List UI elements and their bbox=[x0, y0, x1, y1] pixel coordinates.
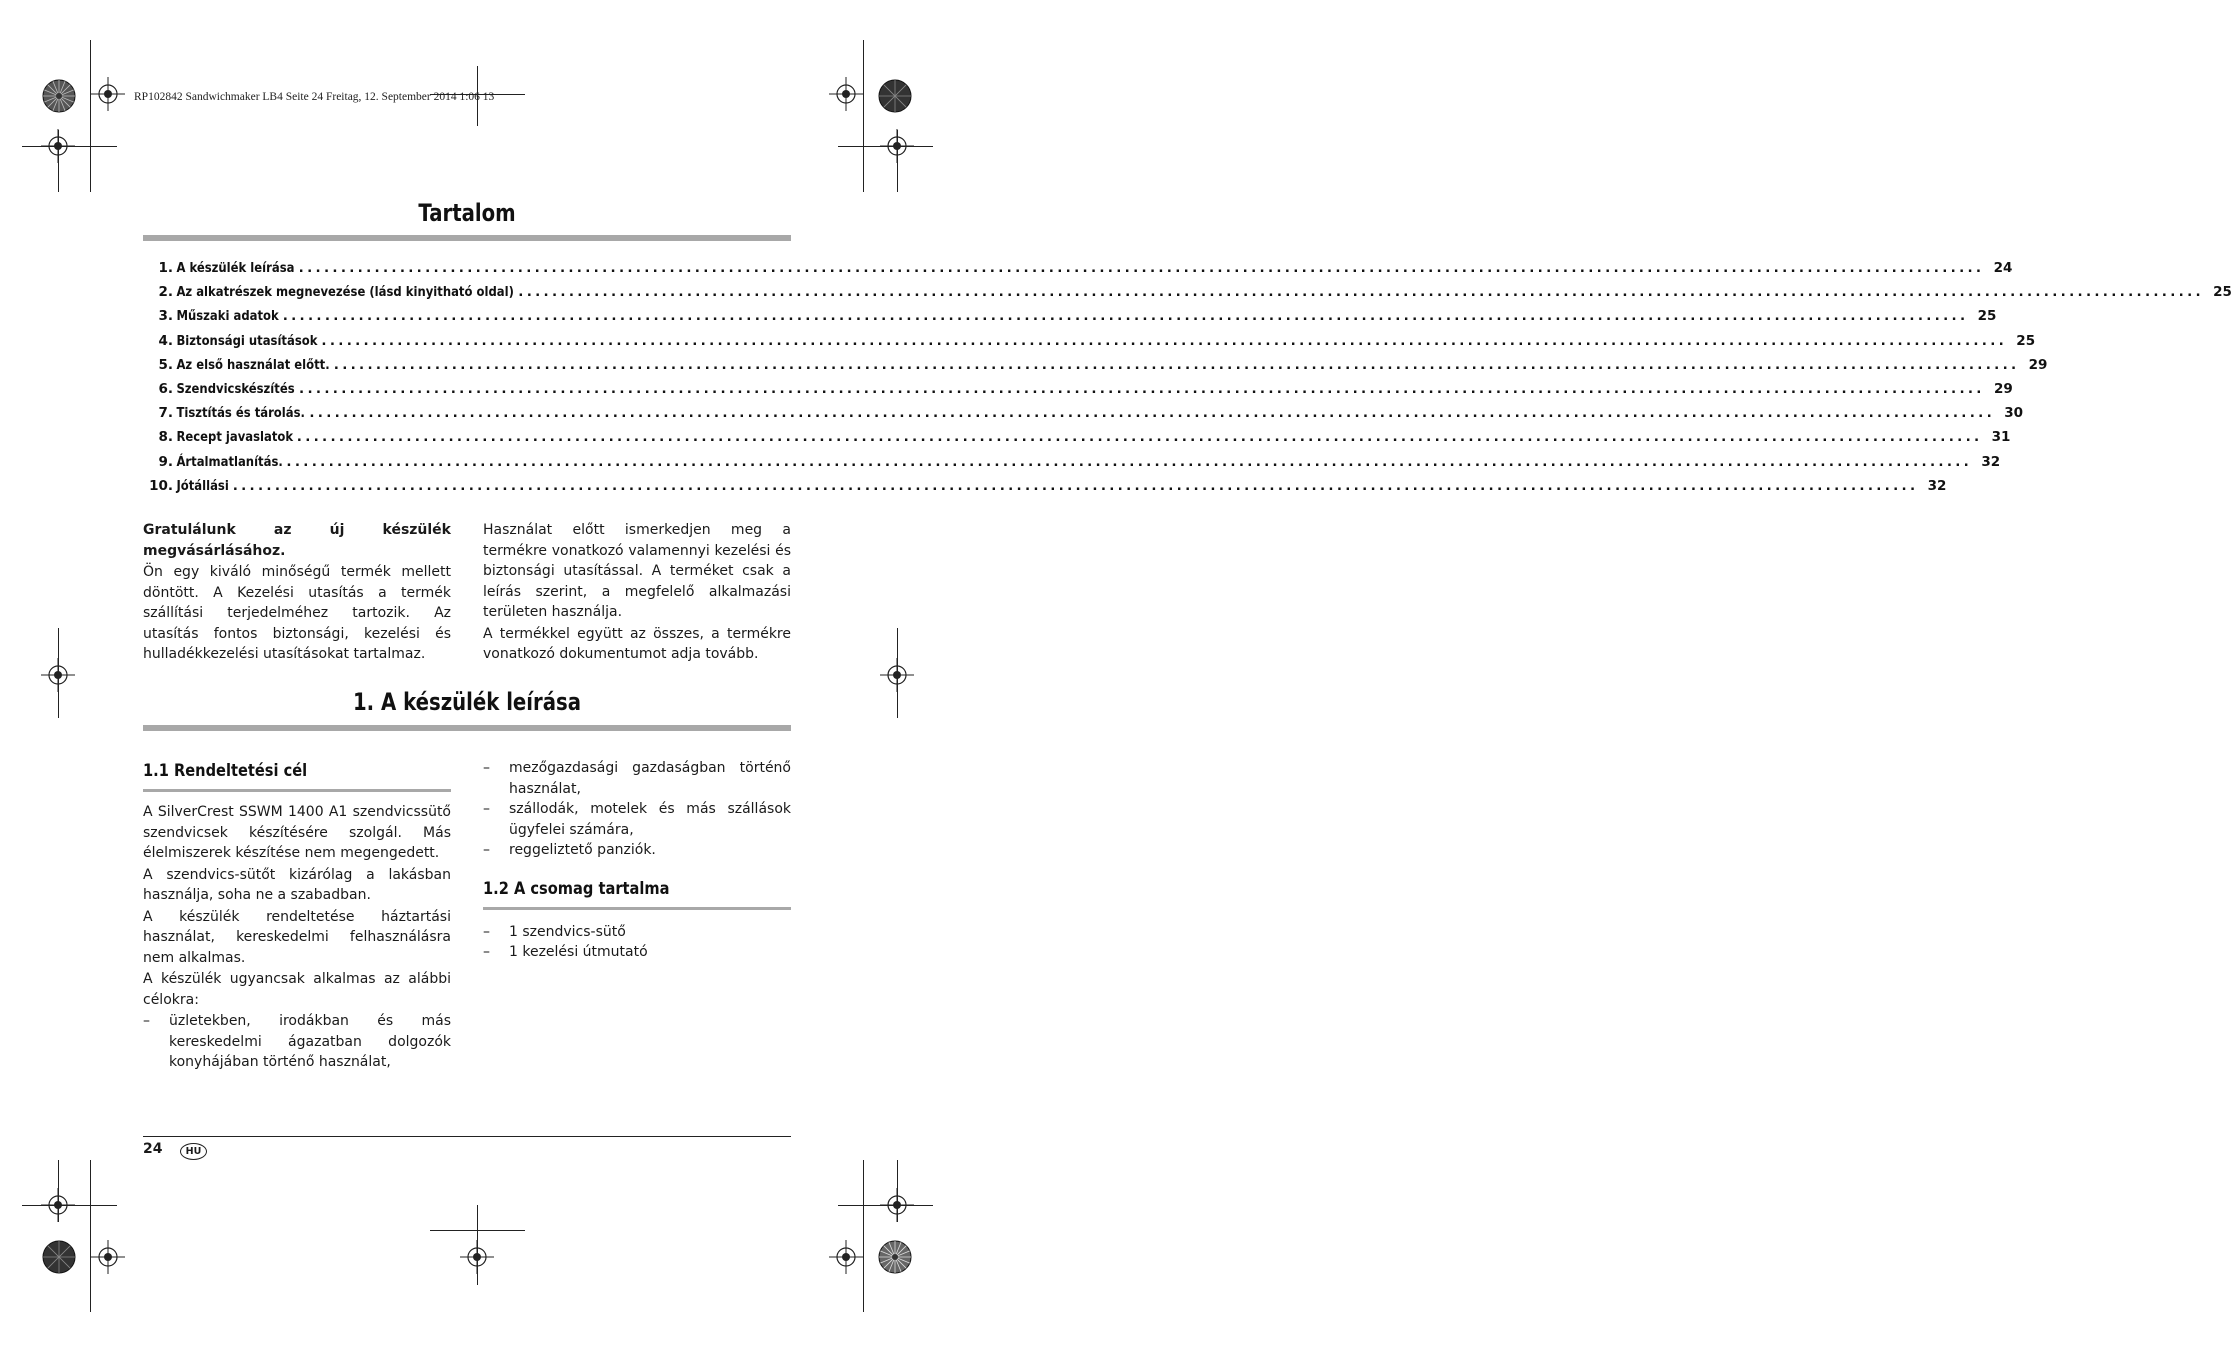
footer-rule bbox=[143, 1136, 791, 1137]
subsection-rule bbox=[483, 907, 791, 910]
toc-entry-page: 29 bbox=[2028, 356, 2048, 373]
list-item bbox=[483, 942, 791, 963]
list-item bbox=[483, 799, 791, 840]
list-item-text: mezőgazdasági gazdaságban történő használat, bbox=[509, 760, 791, 797]
bullet-dash: – bbox=[483, 923, 490, 940]
registration-mark-icon bbox=[91, 77, 125, 111]
list-item-text: szállodák, motelek és más szállások ügyfelei számára, bbox=[509, 801, 791, 838]
toc-entry-number: 10. bbox=[149, 477, 173, 494]
toc-entry bbox=[143, 280, 2232, 304]
toc-entry-number: 5. bbox=[158, 356, 173, 373]
list-item bbox=[483, 840, 791, 861]
bullet-dash: – bbox=[483, 801, 490, 817]
body-paragraph: A készülék ugyancsak alkalmas az alábbi célokra: bbox=[143, 971, 451, 1008]
toc-entry-label: Jótállási bbox=[176, 477, 229, 494]
crop-line bbox=[863, 40, 864, 192]
toc-leader-dots: ........................................................................................................................................................................................................ bbox=[299, 381, 1985, 398]
toc-entry bbox=[143, 425, 2011, 449]
intro-heading: Gratulálunk az új készülék megvásárlásához. bbox=[143, 522, 451, 559]
registration-mark-icon bbox=[880, 658, 914, 692]
toc-entry-label: Biztonsági utasítások bbox=[176, 332, 318, 349]
table-of-contents bbox=[143, 256, 2232, 498]
section-title-rule bbox=[143, 725, 791, 731]
intro-right-column bbox=[483, 520, 791, 666]
toc-entry-number: 9. bbox=[158, 453, 173, 470]
section-right-column bbox=[483, 758, 791, 963]
toc-leader-dots: ........................................................................................................................................................................................................ bbox=[282, 308, 1969, 325]
toc-entry bbox=[143, 474, 1947, 498]
registration-mark-icon bbox=[880, 1188, 914, 1222]
intro-text: Használat előtt ismerkedjen meg a termékre vonatkozó valamennyi kezelési és biztonsági utasítással. A terméket csak a leírás szerint, a megfelelő alkalmazási területen használja. bbox=[483, 522, 791, 620]
toc-leader-dots: ........................................................................................................................................................................................................ bbox=[232, 477, 1919, 494]
crop-line bbox=[863, 1160, 864, 1312]
toc-entry-number: 8. bbox=[158, 429, 173, 446]
registration-mark-icon bbox=[880, 129, 914, 163]
bullet-dash: – bbox=[483, 944, 490, 960]
toc-entry-number: 6. bbox=[158, 381, 173, 398]
toc-entry bbox=[143, 304, 1997, 328]
toc-entry-number: 3. bbox=[158, 308, 173, 325]
list-item bbox=[483, 758, 791, 799]
section-left-column bbox=[143, 757, 451, 1073]
toc-entry-page: 32 bbox=[1981, 453, 2001, 470]
registration-mark-icon bbox=[460, 1240, 494, 1274]
subsection-title: 1.1 Rendeltetési cél bbox=[143, 761, 308, 781]
toc-entry bbox=[143, 401, 2024, 425]
list-item-text: 1 kezelési útmutató bbox=[509, 944, 648, 960]
body-paragraph: A készülék rendeltetése háztartási használat, kereskedelmi felhasználásra nem alkalmas. bbox=[143, 908, 451, 966]
toc-entry-number: 1. bbox=[158, 260, 173, 277]
toc-leader-dots: ........................................................................................................................................................................................................ bbox=[518, 284, 2204, 301]
registration-mark-icon bbox=[829, 1240, 863, 1274]
intro-text: A termékkel együtt az összes, a termékre vonatkozó dokumentumot adja tovább. bbox=[483, 625, 791, 662]
toc-entry-page: 25 bbox=[2213, 284, 2232, 301]
body-paragraph: A SilverCrest SSWM 1400 A1 szendvicssütő szendvicsek készítésére szolgál. Más élelmiszerek készítése nem megengedett. bbox=[143, 804, 451, 861]
registration-mark-icon bbox=[91, 1240, 125, 1274]
crop-line bbox=[90, 40, 91, 192]
print-slug: RP102842 Sandwichmaker LB4 Seite 24 Freitag, 12. September 2014 1:06 13 bbox=[134, 91, 495, 103]
list-item-text: reggeliztető panziók. bbox=[509, 842, 656, 858]
bullet-dash: – bbox=[483, 842, 490, 858]
toc-entry-number: 2. bbox=[158, 284, 173, 301]
color-target-icon bbox=[42, 1240, 76, 1274]
toc-leader-dots: ........................................................................................................................................................................................................ bbox=[333, 356, 2020, 373]
toc-entry-page: 25 bbox=[2016, 332, 2036, 349]
toc-leader-dots: ........................................................................................................................................................................................................ bbox=[321, 332, 2008, 349]
toc-entry-page: 24 bbox=[1993, 260, 2013, 277]
toc-entry-label: Az alkatrészek megnevezése (lásd kinyitható oldal) bbox=[176, 284, 514, 301]
toc-leader-dots: ........................................................................................................................................................................................................ bbox=[309, 405, 1996, 422]
toc-entry bbox=[143, 353, 2048, 377]
toc-entry-page: 32 bbox=[1927, 477, 1947, 494]
toc-entry-page: 30 bbox=[2004, 405, 2024, 422]
toc-entry-label: Az első használat előtt. bbox=[176, 356, 330, 373]
toc-entry-number: 7. bbox=[158, 405, 173, 422]
toc-entry bbox=[143, 329, 2036, 353]
toc-entry bbox=[143, 450, 2001, 474]
color-target-icon bbox=[878, 79, 912, 113]
crop-line bbox=[90, 1160, 91, 1312]
list-item bbox=[483, 922, 791, 943]
toc-title: Tartalom bbox=[418, 199, 516, 227]
language-badge: HU bbox=[180, 1143, 207, 1160]
body-paragraph: A szendvics-sütőt kizárólag a lakásban használja, soha ne a szabadban. bbox=[143, 866, 451, 903]
toc-entry-page: 31 bbox=[1991, 429, 2011, 446]
bullet-dash: – bbox=[143, 1013, 150, 1029]
toc-leader-dots: ........................................................................................................................................................................................................ bbox=[296, 429, 1983, 446]
toc-entry bbox=[143, 256, 2013, 280]
toc-entry-label: Recept javaslatok bbox=[176, 429, 294, 446]
color-target-icon bbox=[42, 79, 76, 113]
page-number: 24 bbox=[143, 1141, 163, 1157]
toc-entry-label: Ártalmatlanítás. bbox=[176, 453, 283, 470]
toc-entry-page: 29 bbox=[1993, 381, 2013, 398]
toc-leader-dots: ........................................................................................................................................................................................................ bbox=[286, 453, 1973, 470]
intro-text: Ön egy kiváló minőségű termék mellett döntött. A Kezelési utasítás a termék szállítási terjedelméhez tartozik. Az utasítás fontos biztonsági, kezelési és hulladékkezelési utasításokat tartalmaz. bbox=[143, 564, 451, 662]
subsection-title: 1.2 A csomag tartalma bbox=[483, 878, 670, 899]
toc-entry-label: A készülék leírása bbox=[176, 260, 295, 277]
toc-entry-label: Szendvicskészítés bbox=[176, 381, 295, 398]
registration-mark-icon bbox=[41, 658, 75, 692]
list-item-text: üzletekben, irodákban és más kereskedelmi ágazatban dolgozók konyhájában történő használat, bbox=[169, 1013, 451, 1070]
section-title: 1. A készülék leírása bbox=[352, 688, 582, 716]
registration-mark-icon bbox=[41, 1188, 75, 1222]
bullet-dash: – bbox=[483, 760, 490, 776]
intro-left-column bbox=[143, 520, 451, 666]
toc-entry-label: Tisztítás és tárolás. bbox=[176, 405, 305, 422]
toc-entry-page: 25 bbox=[1977, 308, 1997, 325]
toc-title-rule bbox=[143, 235, 791, 241]
toc-entry bbox=[143, 377, 2013, 401]
list-item bbox=[143, 1011, 451, 1073]
registration-mark-icon bbox=[829, 77, 863, 111]
registration-mark-icon bbox=[41, 129, 75, 163]
color-target-icon bbox=[878, 1240, 912, 1274]
list-item-text: 1 szendvics-sütő bbox=[509, 923, 626, 940]
toc-entry-number: 4. bbox=[158, 332, 173, 349]
subsection-rule bbox=[143, 789, 451, 792]
toc-leader-dots: ........................................................................................................................................................................................................ bbox=[298, 260, 1985, 277]
toc-entry-label: Műszaki adatok bbox=[176, 308, 279, 325]
